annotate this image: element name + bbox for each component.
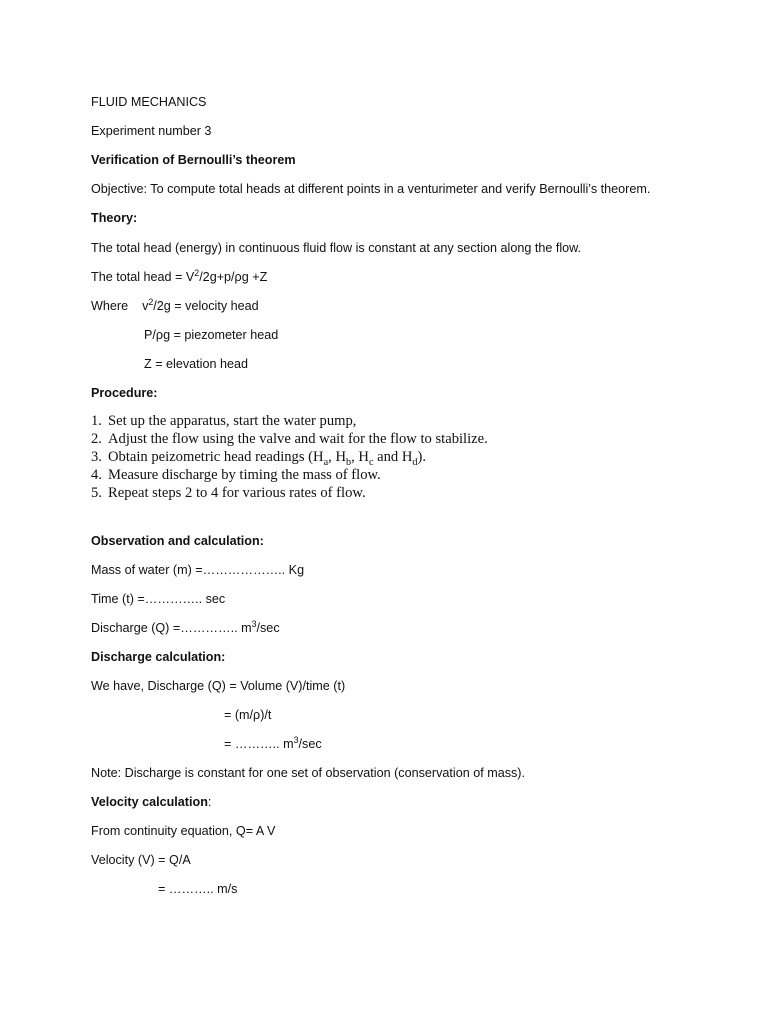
continuity-equation: From continuity equation, Q= A V [91, 824, 276, 838]
mass-of-water-line: Mass of water (m) =……………….. Kg [91, 563, 305, 577]
objective-text: Objective: To compute total heads at different points in a venturimeter and verify Bernoulli’s theorem. [91, 182, 651, 196]
total-head-formula [91, 269, 267, 285]
procedure-heading: Procedure: [91, 386, 158, 400]
total-head-sup: 2 [194, 267, 200, 278]
observation-heading: Observation and calculation: [91, 534, 264, 548]
time-line: Time (t) =………….. sec [91, 592, 226, 606]
velocity-head-line [91, 298, 259, 314]
discharge-line: Discharge (Q) =………….. $m^3/\sec$ [91, 618, 280, 635]
velocity-head-suffix: /2g = velocity head [153, 299, 259, 313]
theory-heading: Theory: [91, 211, 138, 225]
procedure-step-2: 2. Adjust the flow using the valve and wait for the flow to stabilize. [91, 431, 488, 447]
procedure-list [91, 412, 488, 502]
discharge-formula: We have, Discharge (Q) = Volume (V)/time (t) [91, 679, 346, 693]
procedure-step-5: 5. Repeat steps 2 to 4 for various rates of flow. [91, 485, 366, 501]
elevation-head-line: Z = elevation head [144, 357, 248, 371]
velocity-result: = ……….. m/s [158, 882, 238, 896]
discharge-formula-3: = ……….. $m^3/\sec$ [224, 734, 322, 751]
velocity-calc-heading: Velocity calculation [91, 795, 208, 809]
experiment-title: Verification of Bernoulli’s theorem [91, 153, 296, 167]
procedure-step-1: 1. Set up the apparatus, start the water pump, [91, 413, 357, 429]
course-title: FLUID MECHANICS [91, 95, 207, 109]
discharge-calc-heading: Discharge calculation: [91, 650, 226, 664]
theory-text: The total head (energy) in continuous fluid flow is constant at any section along the flow. [91, 241, 582, 255]
velocity-formula: Velocity (V) = Q/A [91, 853, 191, 867]
total-head-prefix: The total head = V [91, 270, 195, 284]
procedure-step-4: 4. Measure discharge by timing the mass of flow. [91, 467, 381, 483]
procedure-step-3: 3. Obtain peizometric head readings ($H_a$, $H_b$, $H_c$ and $H_d$). [91, 449, 427, 468]
velocity-head-sup: 2 [148, 296, 154, 307]
velocity-head-prefix: Where v [91, 299, 149, 313]
discharge-formula-2: = (m/ρ)/t [224, 708, 272, 722]
piezometer-head-line: P/ρg = piezometer head [144, 328, 279, 342]
total-head-suffix: /2g+p/ρg +Z [199, 270, 268, 284]
experiment-number: Experiment number 3 [91, 124, 212, 138]
discharge-note: Note: Discharge is constant for one set of observation (conservation of mass). [91, 766, 525, 780]
velocity-calc-heading-line: Velocity calculation: [91, 795, 212, 809]
